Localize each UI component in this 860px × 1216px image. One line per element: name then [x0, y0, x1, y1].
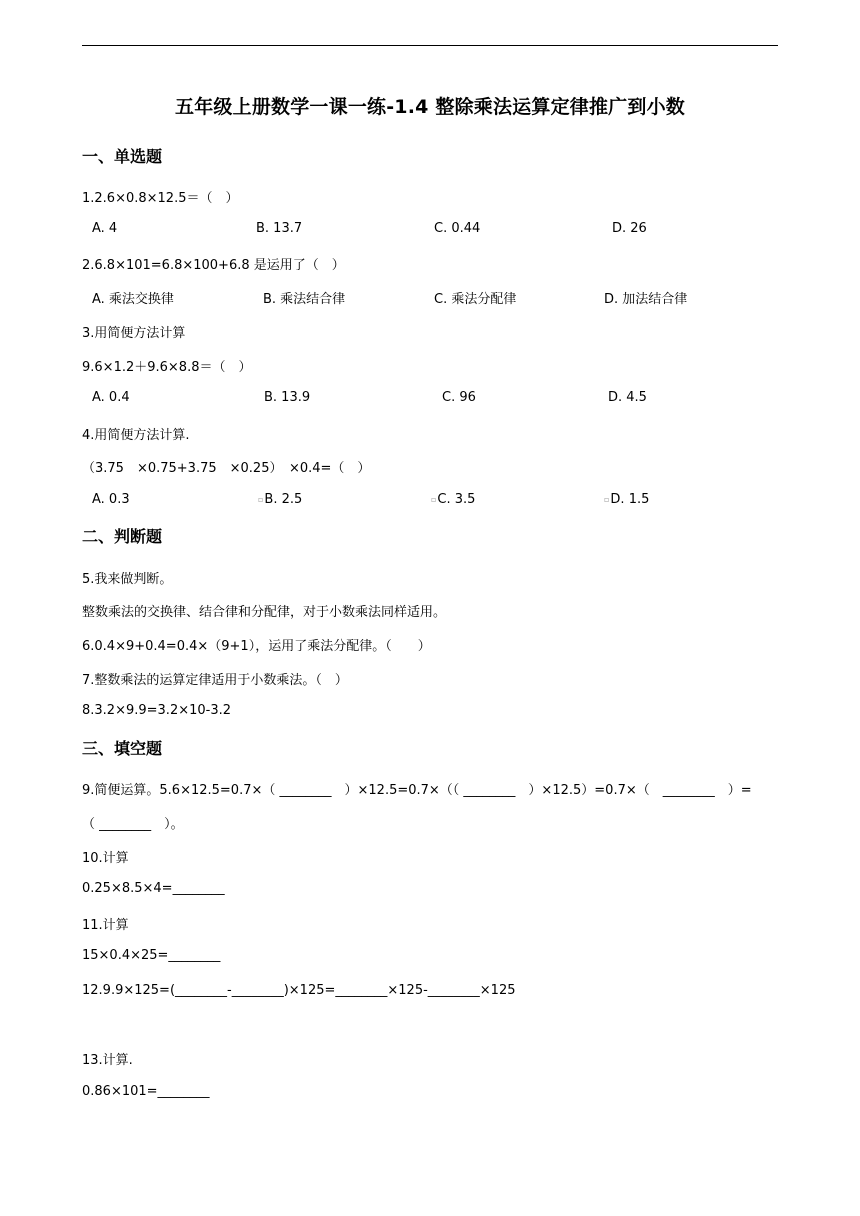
- option-marker-icon: ▫: [258, 495, 264, 504]
- q3-option-d[interactable]: D. 4.5: [608, 390, 647, 405]
- q3-option-b[interactable]: B. 13.9: [264, 390, 311, 405]
- section-heading-fill-blank: 三、填空题: [82, 739, 163, 758]
- question-13-expression: 0.86×101=________: [82, 1084, 210, 1099]
- q1-option-a[interactable]: A. 4: [92, 221, 118, 236]
- question-3-expression: 9.6×1.2＋9.6×8.8＝（ ）: [82, 360, 252, 375]
- q1-option-c[interactable]: C. 0.44: [434, 221, 481, 236]
- q2-option-c[interactable]: C. 乘法分配律: [434, 292, 517, 307]
- question-9-line-2: （ ________ ）。: [82, 817, 184, 832]
- q3-option-a[interactable]: A. 0.4: [92, 390, 130, 405]
- q4-option-d[interactable]: ▫D. 1.5: [604, 492, 650, 507]
- section-heading-single-choice: 一、单选题: [82, 147, 163, 166]
- option-marker-icon: ▫: [604, 495, 610, 504]
- question-11-stem: 11.计算: [82, 918, 129, 933]
- q4-option-b[interactable]: ▫B. 2.5: [258, 492, 303, 507]
- question-5-body: 整数乘法的交换律、结合律和分配律，对于小数乘法同样适用。: [82, 605, 447, 620]
- q4-option-c[interactable]: ▫C. 3.5: [431, 492, 476, 507]
- question-10-stem: 10.计算: [82, 851, 129, 866]
- question-2-stem: 2.6.8×101=6.8×100+6.8 是运用了（ ）: [82, 258, 345, 273]
- question-4-expression: （3.75 ×0.75+3.75 ×0.25） ×0.4=（ ）: [82, 461, 371, 476]
- question-10-expression: 0.25×8.5×4=________: [82, 881, 225, 896]
- header-rule: [82, 45, 778, 46]
- question-12: 12.9.9×125=(________-________)×125=________×125-________×125: [82, 983, 516, 998]
- question-3-stem: 3.用简便方法计算: [82, 326, 186, 341]
- question-6: 6.0.4×9+0.4=0.4×（9+1），运用了乘法分配律。（ ）: [82, 639, 431, 654]
- q1-option-b[interactable]: B. 13.7: [256, 221, 303, 236]
- q1-option-d[interactable]: D. 26: [612, 221, 647, 236]
- question-11-expression: 15×0.4×25=________: [82, 948, 221, 963]
- question-9-line-1: 9.简便运算。5.6×12.5=0.7×（ ________ ）×12.5=0.7×（（ ________ ）×12.5）=0.7×（ ________ ）=: [82, 783, 752, 798]
- q4-option-a[interactable]: A. 0.3: [92, 492, 130, 507]
- page-title: 五年级上册数学一课一练-1.4 整除乘法运算定律推广到小数: [175, 96, 685, 118]
- q3-option-c[interactable]: C. 96: [442, 390, 476, 405]
- question-8: 8.3.2×9.9=3.2×10-3.2: [82, 703, 232, 718]
- question-13-stem: 13.计算.: [82, 1053, 133, 1068]
- section-heading-true-false: 二、判断题: [82, 527, 163, 546]
- question-7: 7.整数乘法的运算定律适用于小数乘法。（ ）: [82, 673, 348, 688]
- q2-option-a[interactable]: A. 乘法交换律: [92, 292, 174, 307]
- question-5-stem: 5.我来做判断。: [82, 572, 173, 587]
- option-marker-icon: ▫: [431, 495, 437, 504]
- question-4-stem: 4.用简便方法计算.: [82, 428, 190, 443]
- q2-option-b[interactable]: B. 乘法结合律: [263, 292, 346, 307]
- question-1-stem: 1.2.6×0.8×12.5＝（ ）: [82, 191, 239, 206]
- q2-option-d[interactable]: D. 加法结合律: [604, 292, 688, 307]
